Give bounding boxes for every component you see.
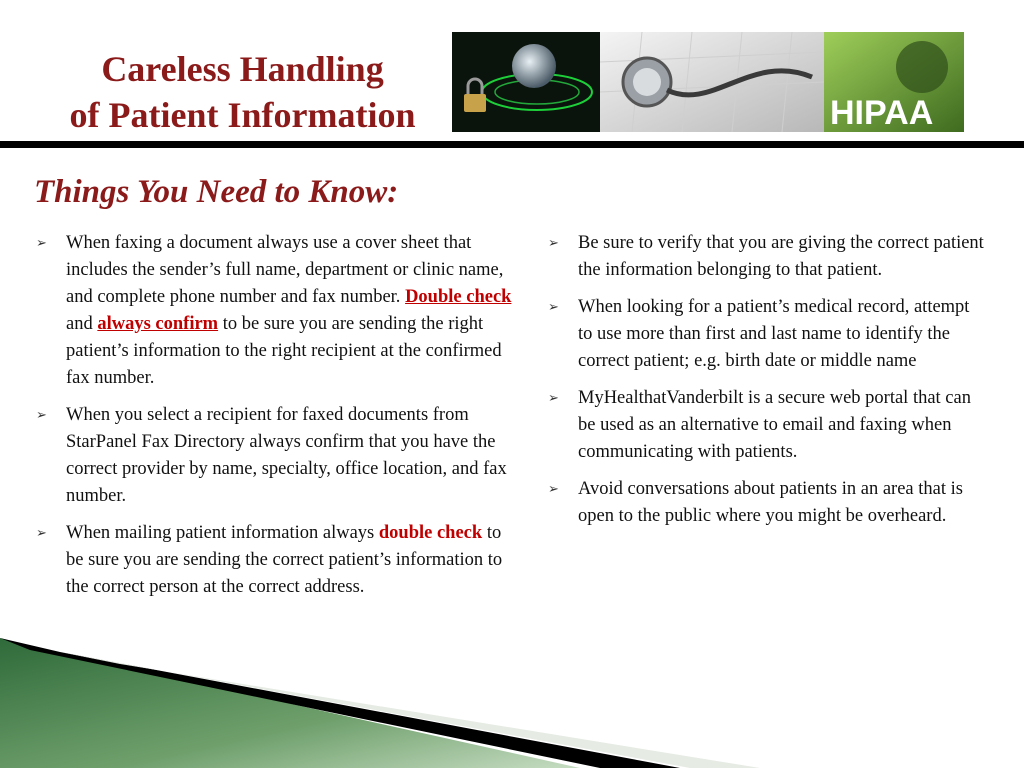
bullet-arrow-icon: ➢ (548, 300, 559, 315)
double-check-highlight: double check (378, 523, 483, 543)
bullet-arrow-icon: ➢ (36, 408, 47, 423)
left-bullet-list (34, 230, 520, 611)
slide-title-line2: of Patient Information (69, 95, 416, 135)
list-item: ➢ Be sure to verify that you are giving the correct patient the information belonging to that patient. (546, 230, 986, 284)
hipaa-badge-text: HIPAA (830, 94, 934, 132)
header-divider (0, 141, 1024, 148)
banner-graphic (452, 32, 964, 132)
bullet-arrow-icon: ➢ (36, 526, 47, 541)
bullet-arrow-icon: ➢ (548, 391, 559, 406)
list-item: ➢ MyHealthatVanderbilt is a secure web portal that can be used as an alternative to email and faxing when communicating with patients. (546, 385, 986, 466)
list-item: ➢ When you select a recipient for faxed documents from StarPanel Fax Directory always confirm that you have the correct provider by name, specialty, office location, and fax number. (34, 402, 520, 510)
list-item: ➢ Avoid conversations about patients in an area that is open to the public where you might be overheard. (546, 476, 986, 530)
bullet-arrow-icon: ➢ (36, 236, 47, 251)
decorative-swoosh (0, 638, 1024, 768)
hipaa-banner-image (452, 32, 964, 132)
bullet-arrow-icon: ➢ (548, 482, 559, 497)
list-item: ➢ When mailing patient information always double check to be sure you are sending the correct patient’s information to the correct person at the correct address. (34, 520, 520, 601)
right-bullet-list (546, 230, 986, 540)
double-check-highlight: Double check (405, 287, 512, 307)
section-subtitle: Things You Need to Know: (34, 174, 399, 210)
list-item: ➢ When looking for a patient’s medical record, attempt to use more than first and last name to identify the correct patient; e.g. birth date or middle name (546, 294, 986, 375)
slide-title (40, 46, 445, 138)
slide-title-line1: Careless Handling (101, 49, 384, 89)
list-item: ➢ When faxing a document always use a cover sheet that includes the sender’s full name, department or clinic name, and complete phone number and fax number. Double check and always confirm to be sure you are sending the right patient’s information to the right recipient at the confirmed fax number. (34, 230, 520, 392)
always-confirm-highlight: always confirm (97, 314, 219, 334)
bullet-arrow-icon: ➢ (548, 236, 559, 251)
